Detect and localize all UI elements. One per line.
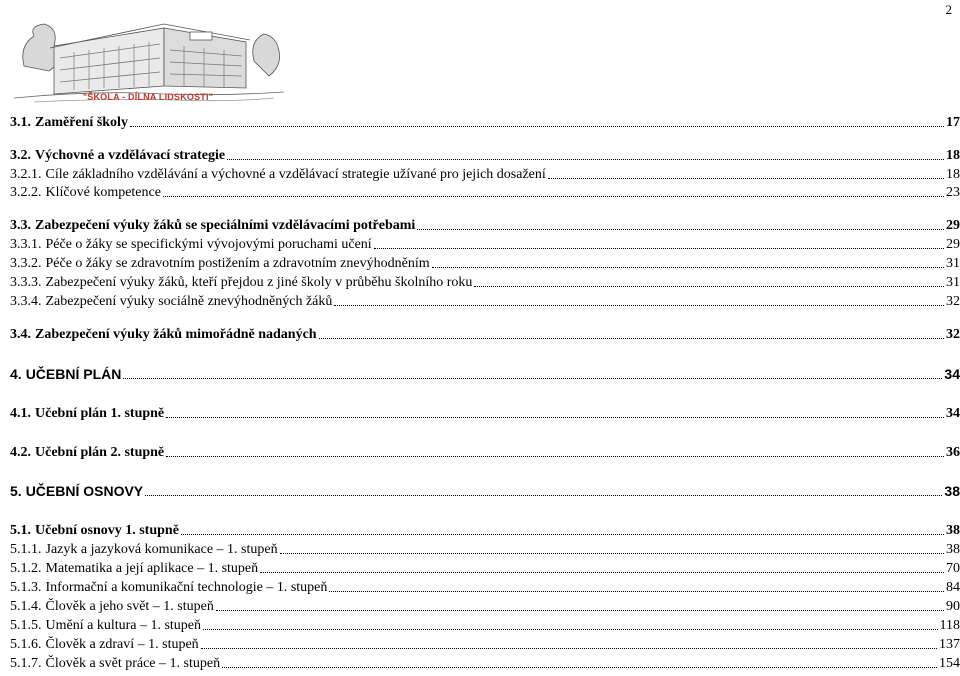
toc-entry-number: 5.1.5.	[10, 618, 42, 633]
toc-entry[interactable]	[10, 365, 960, 384]
toc-dot-leader	[432, 266, 944, 268]
logo-caption: "ŠKOLA - DÍLNA LIDSKOSTI"	[82, 92, 214, 102]
toc-dot-leader	[166, 416, 944, 418]
toc-entry-number: 4.1.	[10, 406, 31, 421]
toc-entry-page: 38	[946, 542, 960, 557]
toc-entry-number: 5.1.6.	[10, 637, 42, 652]
toc-entry[interactable]	[10, 235, 960, 254]
toc-entry-number: 3.3.	[10, 218, 31, 233]
toc-entry[interactable]	[10, 559, 960, 578]
toc-entry-title: Péče o žáky se specifickými vývojovými poruchami učení	[45, 237, 372, 252]
toc-entry[interactable]	[10, 482, 960, 501]
toc-entry[interactable]	[10, 654, 960, 673]
toc-entry-page: 137	[939, 637, 960, 652]
toc-entry-title: UČEBNÍ PLÁN	[25, 366, 122, 382]
toc-entry[interactable]	[10, 325, 960, 344]
toc-entry-title: Umění a kultura – 1. stupeň	[45, 618, 202, 633]
toc-dot-leader	[123, 377, 942, 379]
page-number: 2	[945, 2, 952, 17]
toc-entry[interactable]	[10, 113, 960, 132]
toc-entry-page: 31	[946, 256, 960, 271]
toc-entry-number: 4.	[10, 366, 22, 382]
toc-entry[interactable]	[10, 146, 960, 165]
toc-entry-page: 32	[946, 327, 960, 342]
toc-entry-title: Zaměření školy	[35, 115, 128, 130]
toc-entry-page: 118	[939, 618, 960, 633]
toc-entry-title: Zabezpečení výuky žáků, kteří přejdou z jiné školy v průběhu školního roku	[45, 275, 473, 290]
toc-entry-title: Člověk a jeho svět – 1. stupeň	[45, 599, 214, 614]
toc-dot-leader	[329, 590, 944, 592]
toc-entry-title: Učební plán 2. stupně	[35, 445, 165, 460]
toc-entry[interactable]	[10, 443, 960, 462]
toc-entry-title: Zabezpečení výuky žáků mimořádně nadaných	[35, 327, 317, 342]
toc-entry-title: Cíle základního vzdělávání a výchovné a vzdělávací strategie užívané pro jejich dosažení	[45, 167, 546, 182]
toc-entry[interactable]	[10, 183, 960, 202]
toc-entry-number: 3.3.2.	[10, 256, 42, 271]
toc-entry-title: UČEBNÍ OSNOVY	[25, 483, 144, 499]
toc-dot-leader	[201, 647, 937, 649]
toc-dot-leader	[166, 455, 944, 457]
toc-entry-title: Zabezpečení výuky sociálně znevýhodněných žáků	[45, 294, 333, 309]
toc-entry-number: 3.2.1.	[10, 167, 42, 182]
toc-entry-page: 32	[946, 294, 960, 309]
toc-dot-leader	[203, 628, 937, 630]
toc-entry-number: 5.1.1.	[10, 542, 42, 557]
toc-entry[interactable]	[10, 540, 960, 559]
toc-dot-leader	[260, 571, 944, 573]
toc-entry-number: 3.2.	[10, 148, 31, 163]
toc-entry-number: 5.1.7.	[10, 656, 42, 671]
toc-dot-leader	[319, 337, 944, 339]
toc-entry-page: 38	[944, 483, 960, 499]
toc-dot-leader	[222, 666, 937, 668]
toc-dot-leader	[280, 552, 944, 554]
toc-entry-page: 29	[946, 218, 960, 233]
toc-entry-number: 3.2.2.	[10, 185, 42, 200]
toc-entry-title: Klíčové kompetence	[45, 185, 161, 200]
toc-entry[interactable]	[10, 578, 960, 597]
toc-entry-title: Člověk a svět práce – 1. stupeň	[45, 656, 221, 671]
toc-entry-number: 3.3.1.	[10, 237, 42, 252]
toc-dot-leader	[548, 177, 944, 179]
toc-entry[interactable]	[10, 165, 960, 184]
toc-dot-leader	[334, 304, 944, 306]
toc-entry-title: Učební plán 1. stupně	[35, 406, 165, 421]
toc-entry-page: 90	[946, 599, 960, 614]
toc-dot-leader	[227, 158, 944, 160]
toc-dot-leader	[474, 285, 944, 287]
toc-entry[interactable]	[10, 273, 960, 292]
toc-entry-number: 3.4.	[10, 327, 31, 342]
toc-entry-page: 36	[946, 445, 960, 460]
toc-entry-page: 31	[946, 275, 960, 290]
toc-entry-page: 38	[946, 523, 960, 538]
toc-entry-number: 3.3.4.	[10, 294, 42, 309]
toc-entry-number: 3.3.3.	[10, 275, 42, 290]
toc-entry-number: 5.1.4.	[10, 599, 42, 614]
toc-entry-number: 5.1.	[10, 523, 31, 538]
toc-entry-number: 3.1.	[10, 115, 31, 130]
toc-entry[interactable]	[10, 635, 960, 654]
toc-entry[interactable]	[10, 292, 960, 311]
toc-entry-page: 29	[946, 237, 960, 252]
toc-entry-page: 70	[946, 561, 960, 576]
toc-entry[interactable]	[10, 616, 960, 635]
toc-entry-title: Informační a komunikační technologie – 1. stupeň	[45, 580, 328, 595]
toc-entry-title: Výchovné a vzdělávací strategie	[35, 148, 226, 163]
toc-entry-title: Jazyk a jazyková komunikace – 1. stupeň	[45, 542, 278, 557]
toc-entry-title: Člověk a zdraví – 1. stupeň	[45, 637, 199, 652]
toc-entry-number: 5.1.3.	[10, 580, 42, 595]
toc-entry-title: Péče o žáky se zdravotním postižením a zdravotním znevýhodněním	[45, 256, 430, 271]
toc-entry-number: 4.2.	[10, 445, 31, 460]
toc-dot-leader	[374, 247, 944, 249]
toc-entry-page: 17	[946, 115, 960, 130]
toc-dot-leader	[163, 195, 944, 197]
toc-entry-number: 5.1.2.	[10, 561, 42, 576]
toc-dot-leader	[130, 125, 944, 127]
toc-entry-page: 84	[946, 580, 960, 595]
toc-dot-leader	[216, 609, 944, 611]
toc-entry-page: 34	[946, 406, 960, 421]
toc-entry-page: 18	[946, 148, 960, 163]
toc-entry-page: 34	[944, 366, 960, 382]
toc-entry-title: Matematika a její aplikace – 1. stupeň	[45, 561, 259, 576]
toc-entry[interactable]	[10, 521, 960, 540]
toc-entry[interactable]	[10, 254, 960, 273]
toc-dot-leader	[181, 533, 944, 535]
toc-entry-page: 23	[946, 185, 960, 200]
toc-entry-page: 18	[946, 167, 960, 182]
toc-entry[interactable]	[10, 404, 960, 423]
toc-dot-leader	[145, 494, 942, 496]
toc-entry-title: Učební osnovy 1. stupně	[35, 523, 179, 538]
toc-entry-number: 5.	[10, 483, 22, 499]
toc-entry-page: 154	[939, 656, 960, 671]
toc-entry[interactable]	[10, 597, 960, 616]
toc-entry-title: Zabezpečení výuky žáků se speciálními vzdělávacími potřebami	[35, 218, 416, 233]
toc-entry[interactable]	[10, 216, 960, 235]
toc-dot-leader	[417, 228, 944, 230]
